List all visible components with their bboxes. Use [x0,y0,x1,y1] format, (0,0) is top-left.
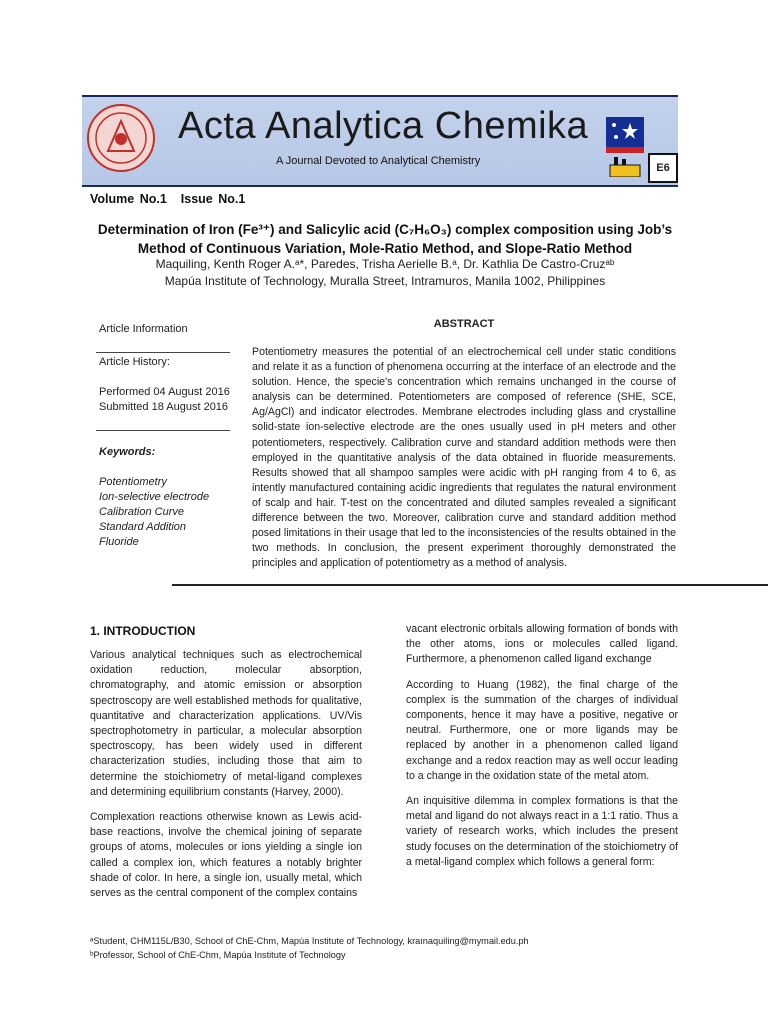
keywords-heading: Keywords: [99,446,156,458]
journal-logo: E6 [648,153,678,183]
volume-label: Volume No.1 [90,192,167,206]
keywords-list [99,475,209,550]
abstract-text: Potentiometry measures the potential of an electrochemical cell under static conditions and relate it as a function of phenomena occurring at the interface of an electrode and the solution. Hence, the specie's concentration which remains unchanged in the course of analysis can be determined. Potentiometers are composed of reference (SHE, SCE, Ag/AgCl) and indicator electrodes. Membrane electrodes including glass and crystalline solid-state ion-selective electrode are the ones usually used in pH meters and other potentiometers, respectively. Calibration curve and standard addition methods were then employed in the quantitative analysis of the data obtained in fluoride measurements. Results showed that all shampoo samples were acidic with pH ranging from 4 to 6, as intently manufactured containing acidic ingredients that regulates the natural environment of scalp and hair. T-test on the concentrated and diluted samples revealed a significant difference between the two. Moreover, calibration curve and standard addition method posed limitations in their usage that led to the inconsistencies of the results obtained in the two methods. In conclusion, the present experiment thoroughly demonstrated the principles and application of potentiometry as a method of analysis. [252,346,676,570]
section-divider [172,584,768,586]
body-column-right [406,622,678,880]
journal-subtitle: A Journal Devoted to Analytical Chemistry [276,155,481,167]
issue-label: Issue No.1 [180,192,246,206]
body-paragraph: Various analytical techniques such as electrochemical oxidation reduction, molecular absorption, chromatography, and atomic emission or absorption spectroscopy are well established methods for qualitative, quantitative and characterization applications. UV/Vis spectrophotometry in particular, a molecular absorption spectroscopy, has been widely used in different characterization studies, including those that aim to determine the stoichiometry of metal-ligand complexes and determining equilibrium constants (Harvey, 2000). [90,649,362,798]
abstract-heading: ABSTRACT [433,318,495,330]
article-info-heading: Article Information [99,323,188,335]
divider [96,352,230,353]
volume-issue [90,192,245,206]
article-dates [99,385,230,415]
body-paragraph: According to Huang (1982), the final charge of the complex is the summation of the charges of individual components, hence it may have a positive, negative or neutral. Furthermore, one or more ligands may be replaced by another in a phenomenon called ligand exchange and a redox reaction may as well occur leading to a change in the oxidation state of the metal atom. [406,678,678,782]
body-column-left [90,648,362,911]
keyword-item: Potentiometry [99,476,167,488]
divider [96,430,230,431]
footnote-student: ᵃStudent, CHM115L/B30, School of ChE-Chm, Mapúa Institute of Technology, kraınaquiling@mymail.edu.ph [90,936,529,946]
journal-title: Acta Analytica Chemika [178,105,589,147]
article-affiliation: Mapúa Institute of Technology, Muralla Street, Intramuros, Manila 1002, Philippines [164,274,606,288]
body-paragraph: vacant electronic orbitals allowing formation of bonds with the other atoms, ions or molecules called ligand. Furthermore, a phenomenon called ligand exchange [406,623,678,666]
submitted-date: Submitted 18 August 2016 [99,401,229,413]
performed-date: Performed 04 August 2016 [99,386,230,398]
keyword-item: Fluoride [99,536,139,548]
body-paragraph: An inquisitive dilemma in complex formations is that the metal and ligand do not always react in a 1:1 ratio. Thus a variety of research works, which includes the present study focuses on the determination of the stoichiometry of a metal-ligand complex which follows a general form: [406,795,678,868]
article-history-label: Article History: [99,356,170,368]
university-seal-icon [86,103,156,173]
keyword-item: Calibration Curve [99,506,184,518]
introduction-heading: 1. INTRODUCTION [90,624,196,638]
keyword-item: Standard Addition [99,521,187,533]
journal-banner [82,95,678,187]
article-title: Determination of Iron (Fe³⁺) and Salicylic acid (C₇H₆O₃) complex composition using Job’s Method of Continuous Variation, Mole-Ratio Method, and Slope-Ratio Method [97,222,673,256]
body-paragraph: Complexation reactions otherwise known as Lewis acid-base reactions, involve the chemical joining of separate groups of atoms, molecules or ions yielding a single ion called a complex ion, which features a notably brighter shade of color. In here, a single ion, usually metal, which serves as the central component of the complex contains [90,811,362,900]
article-authors: Maquiling, Kenth Roger A.ᵃ*, Paredes, Trisha Aerielle B.ᵃ, Dr. Kathlia De Castro-Cruzᵃᵇ [155,257,615,271]
footnote-professor: ᵇProfessor, School of ChE-Chm, Mapúa Institute of Technology [90,950,346,960]
flag-icon [606,117,644,147]
keyword-item: Ion-selective electrode [99,491,210,503]
flag-stripe [606,147,644,153]
